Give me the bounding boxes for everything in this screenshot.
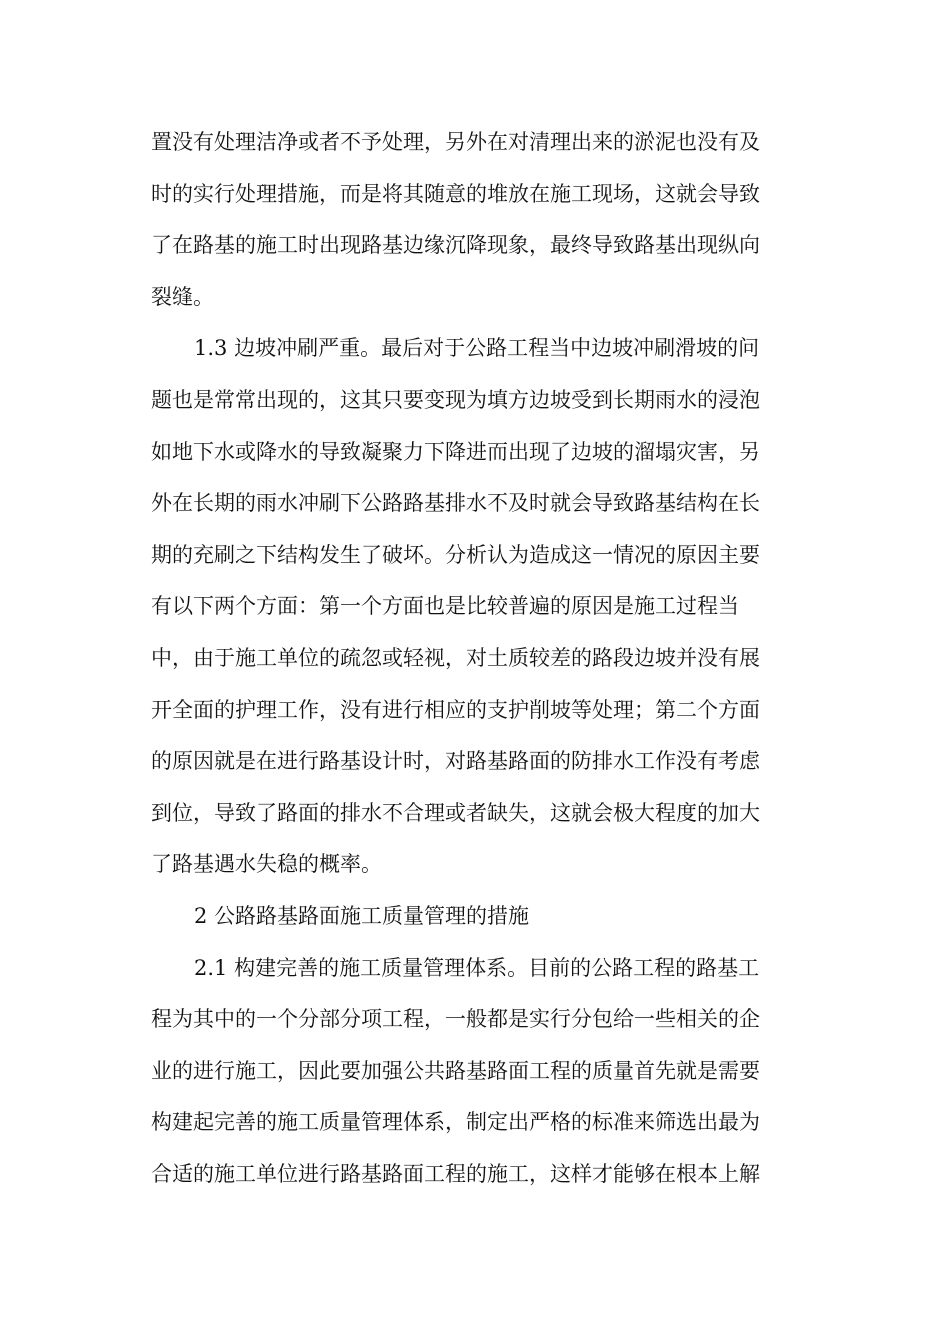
text-line: 的原因就是在进行路基设计时，对路基路面的防排水工作没有考虑 bbox=[151, 749, 760, 774]
text-line: 题也是常常出现的，这其只要变现为填方边坡受到长期雨水的浸泡 bbox=[151, 387, 760, 412]
text-line: 期的充刷之下结构发生了破坏。分析认为造成这一情况的原因主要 bbox=[151, 542, 760, 567]
text-line: 时的实行处理措施，而是将其随意的堆放在施工现场，这就会导致 bbox=[151, 181, 760, 206]
text-line: 合适的施工单位进行路基路面工程的施工，这样才能够在根本上解 bbox=[151, 1161, 760, 1186]
text-line: 构建起完善的施工质量管理体系，制定出严格的标准来筛选出最为 bbox=[151, 1110, 760, 1135]
text-line: 到位，导致了路面的排水不合理或者缺失，这就会极大程度的加大 bbox=[151, 800, 760, 825]
text-line: 2 公路路基路面施工质量管理的措施 bbox=[194, 903, 530, 928]
text-line: 外在长期的雨水冲刷下公路路基排水不及时就会导致路基结构在长 bbox=[151, 491, 760, 516]
text-line: 了路基遇水失稳的概率。 bbox=[151, 852, 382, 877]
body-text bbox=[151, 117, 801, 1200]
text-line: 有以下两个方面：第一个方面也是比较普遍的原因是施工过程当 bbox=[151, 594, 739, 619]
text-line: 开全面的护理工作，没有进行相应的支护削坡等处理；第二个方面 bbox=[151, 697, 760, 722]
text-line: 程为其中的一个分部分项工程，一般都是实行分包给一些相关的企 bbox=[151, 1007, 760, 1032]
text-line: 置没有处理洁净或者不予处理，另外在对清理出来的淤泥也没有及 bbox=[151, 130, 760, 154]
text-line: 2.1 构建完善的施工质量管理体系。目前的公路工程的路基工 bbox=[194, 955, 760, 980]
text-line: 裂缝。 bbox=[151, 284, 214, 309]
text-line: 中，由于施工单位的疏忽或轻视，对土质较差的路段边坡并没有展 bbox=[151, 645, 760, 670]
text-line: 业的进行施工，因此要加强公共路基路面工程的质量首先就是需要 bbox=[151, 1058, 760, 1083]
text-line: 了在路基的施工时出现路基边缘沉降现象，最终导致路基出现纵向 bbox=[151, 233, 760, 258]
text-line: 1.3 边坡冲刷严重。最后对于公路工程当中边坡冲刷滑坡的问 bbox=[194, 336, 760, 361]
text-line: 如地下水或降水的导致凝聚力下降进而出现了边坡的溜塌灾害，另 bbox=[151, 439, 760, 464]
